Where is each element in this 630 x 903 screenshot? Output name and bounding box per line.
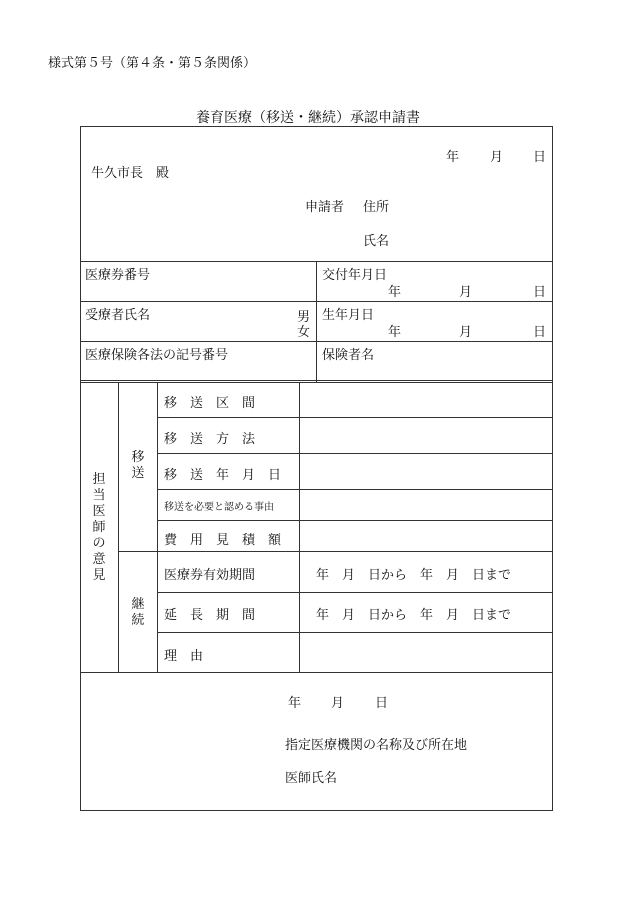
divider — [118, 551, 553, 552]
doctor-name-label: 医師氏名 — [285, 771, 338, 786]
issue-year: 年 — [388, 285, 402, 300]
extension-period-label: 延 長 期 間 — [164, 608, 256, 623]
issue-day: 日 — [533, 285, 547, 300]
divider — [157, 632, 553, 633]
ticket-number-label: 医療券番号 — [85, 268, 151, 283]
form-number: 様式第５号（第４条・第５条関係） — [48, 56, 257, 71]
footer-day: 日 — [375, 696, 389, 711]
continuation-label: 継 続 — [131, 597, 145, 628]
transport-section-label: 移 送 区 間 — [164, 396, 256, 411]
name-label: 氏名 — [363, 234, 390, 249]
recipient-name-label: 受療者氏名 — [85, 308, 151, 323]
insurer-name-label: 保険者名 — [322, 348, 375, 363]
divider — [316, 261, 317, 382]
validity-period-value: 年 月 日から 年 月 日まで — [316, 568, 512, 583]
divider — [157, 453, 553, 454]
divider — [157, 417, 553, 418]
transport-reason-label: 移送を必要と認める事由 — [164, 502, 274, 513]
divider — [299, 382, 300, 672]
divider — [157, 592, 553, 593]
address-label: 住所 — [363, 200, 390, 215]
issue-date-label: 交付年月日 — [322, 268, 388, 283]
divider — [80, 382, 553, 383]
validity-period-label: 医療券有効期間 — [164, 568, 256, 583]
divider — [157, 382, 158, 672]
doctor-opinion-label: 担 当 医 師 の 意 見 — [92, 472, 106, 583]
birth-year: 年 — [388, 325, 402, 340]
institution-label: 指定医療機関の名称及び所在地 — [285, 738, 468, 753]
birth-month: 月 — [459, 325, 473, 340]
insurance-code-label: 医療保険各法の記号番号 — [85, 348, 229, 363]
footer-month: 月 — [331, 696, 345, 711]
birth-date-label: 生年月日 — [322, 308, 375, 323]
sex-female-label: 女 — [297, 325, 311, 340]
footer-year: 年 — [288, 696, 302, 711]
extension-period-value: 年 月 日から 年 月 日まで — [316, 608, 512, 623]
divider — [118, 382, 119, 672]
divider — [157, 520, 553, 521]
transport-date-label: 移 送 年 月 日 — [164, 468, 282, 483]
addressee: 牛久市長 殿 — [91, 166, 170, 181]
transport-label: 移 送 — [131, 450, 145, 481]
header-day: 日 — [533, 150, 547, 165]
form-frame — [80, 126, 553, 811]
issue-month: 月 — [459, 285, 473, 300]
applicant-label: 申請者 — [305, 200, 345, 215]
reason-label: 理 由 — [164, 649, 204, 664]
divider — [157, 489, 553, 490]
transport-method-label: 移 送 方 法 — [164, 432, 256, 447]
birth-day: 日 — [533, 325, 547, 340]
sex-male-label: 男 — [297, 310, 311, 325]
header-month: 月 — [490, 150, 504, 165]
cost-estimate-label: 費 用 見 積 額 — [164, 533, 282, 548]
header-year: 年 — [446, 150, 460, 165]
form-title: 養育医療（移送・継続）承認申請書 — [196, 110, 420, 126]
divider — [80, 672, 553, 673]
